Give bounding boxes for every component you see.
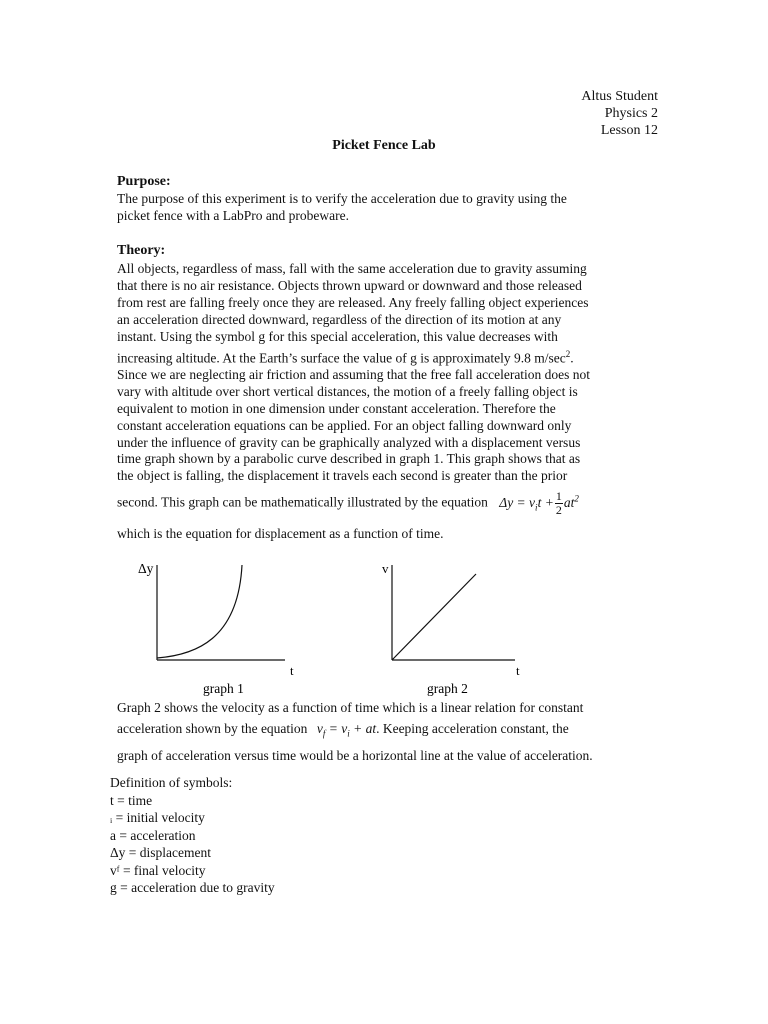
- altitude-text: increasing altitude. At the Earth’s surface the value of g is approximately 9.8 m/sec: [117, 350, 566, 366]
- altitude-sup: 2: [565, 348, 571, 359]
- eq-lhs: Δy = v: [499, 494, 536, 510]
- graph2-text-line: graph of acceleration versus time would be a horizontal line at the value of acceleration.: [117, 747, 593, 763]
- eq-vf: v: [316, 721, 323, 736]
- eq-fraction: [555, 490, 563, 517]
- graph1-y-label: Δy: [138, 561, 154, 576]
- graph2-explanation: [117, 697, 657, 766]
- eq-sup: 2: [574, 493, 579, 504]
- graph2-y-label: v: [382, 561, 389, 576]
- purpose-line: The purpose of this experiment is to verify the acceleration due to gravity using the: [117, 191, 567, 206]
- graph1-caption: graph 1: [203, 681, 244, 696]
- eq-sub-i: i: [535, 502, 538, 513]
- graph-2: [375, 555, 555, 705]
- eq-vi-sub: i: [347, 728, 350, 739]
- eq-mid: t +: [537, 494, 554, 510]
- theory-line-altitude: [117, 346, 657, 367]
- graph2-text-line: [117, 718, 657, 745]
- eq-frac-num: 1: [555, 489, 562, 503]
- theory-line: that there is no air resistance. Objects thrown upward or downward and those released: [117, 277, 582, 293]
- graph2-text-line: Graph 2 shows the velocity as a function of time which is a linear relation for constant: [117, 700, 584, 715]
- theory-text: [117, 261, 657, 485]
- symbol-item: t = time: [110, 792, 153, 808]
- purpose-text: [117, 191, 657, 225]
- lesson-number: Lesson 12: [600, 123, 658, 138]
- theory-heading: Theory:: [117, 243, 166, 258]
- altitude-end: .: [570, 350, 574, 366]
- header-block: [581, 88, 658, 139]
- document-title: Picket Fence Lab: [332, 138, 436, 153]
- symbols-section: [110, 774, 275, 897]
- theory-line: instant. Using the symbol g for this special acceleration, this value decreases with: [117, 328, 558, 344]
- symbol-item: a = acceleration: [110, 827, 196, 843]
- purpose-heading: Purpose:: [117, 174, 171, 189]
- eq-tail: at: [563, 494, 575, 510]
- equation-line: [117, 490, 657, 517]
- graph-1: [130, 555, 310, 705]
- theory-line: vary with altitude over short vertical distances, the motion of a freely falling object is: [117, 383, 578, 399]
- symbols-heading: Definition of symbols:: [110, 775, 233, 790]
- graph2-x-label: t: [516, 663, 520, 678]
- graph1-curve: [157, 565, 242, 658]
- eq-v-mid: = v: [328, 721, 348, 736]
- theory-line: time graph shown by a parabolic curve described in graph 1. This graph shows that as: [117, 451, 581, 467]
- graph2-text-pre: acceleration shown by the equation: [117, 721, 308, 736]
- course-name: Physics 2: [604, 106, 658, 121]
- symbol-item: vᶠ = final velocity: [110, 862, 206, 878]
- eq-frac-den: 2: [555, 503, 562, 517]
- theory-line: an acceleration directed downward, regardless of the direction of its motion at any: [117, 311, 562, 327]
- equation-after: which is the equation for displacement as a function of time.: [117, 526, 444, 541]
- symbol-item: ᵢ = initial velocity: [110, 810, 205, 825]
- graph1-x-label: t: [290, 663, 294, 678]
- eq-vf-sub: f: [322, 728, 326, 739]
- theory-line: constant acceleration equations can be applied. For an object falling downward only: [117, 417, 572, 433]
- eq-v-tail: + at: [353, 721, 377, 736]
- graph2-text-post: . Keeping acceleration constant, the: [376, 721, 569, 736]
- equation-intro: second. This graph can be mathematically illustrated by the equation: [117, 494, 488, 510]
- velocity-equation: [316, 721, 377, 739]
- symbol-item: Δy = displacement: [110, 845, 212, 860]
- theory-line: equivalent to motion in one dimension under constant acceleration. Therefore the: [117, 400, 556, 416]
- displacement-equation: [499, 489, 579, 517]
- graph2-line: [392, 574, 476, 660]
- symbol-item: g = acceleration due to gravity: [110, 880, 275, 895]
- purpose-line: picket fence with a LabPro and probeware.: [117, 207, 350, 223]
- theory-line: from rest are falling freely once they are released. Any freely falling object experiences: [117, 294, 589, 310]
- theory-line: the object is falling, the displacement it travels each second is greater than the prior: [117, 468, 568, 484]
- graph2-caption: graph 2: [427, 681, 468, 696]
- theory-line: Since we are neglecting air friction and assuming that the free fall acceleration does not: [117, 366, 591, 382]
- student-name: Altus Student: [581, 89, 658, 104]
- theory-line: under the influence of gravity can be graphically analyzed with a displacement versus: [117, 434, 581, 450]
- theory-line: All objects, regardless of mass, fall with the same acceleration due to gravity assuming: [117, 261, 587, 276]
